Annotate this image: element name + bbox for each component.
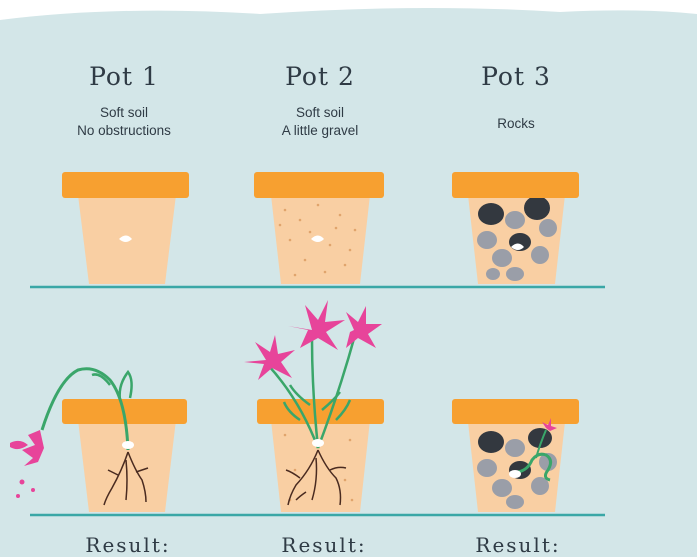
pot-1-result-label: Result: (85, 533, 171, 557)
pot-3-description (431, 115, 601, 133)
pot-3-title: Pot 3 (481, 62, 551, 91)
pot-1-obstruction: No obstructions (77, 123, 171, 138)
pot-2-result-label: Result: (281, 533, 367, 557)
pot-3-soil: Rocks (497, 116, 535, 131)
pot-3-result-label: Result: (475, 533, 561, 557)
pot-2-description (235, 104, 405, 140)
pot-1-soil: Soft soil (99, 105, 149, 120)
pot-2-title: Pot 2 (285, 62, 355, 91)
pot-icon (271, 420, 370, 512)
pot-2-obstruction: A little gravel (281, 123, 359, 138)
pot-1-description (39, 104, 209, 140)
pot-2-soil: Soft soil (295, 105, 345, 120)
pot-1-title: Pot 1 (89, 62, 159, 91)
